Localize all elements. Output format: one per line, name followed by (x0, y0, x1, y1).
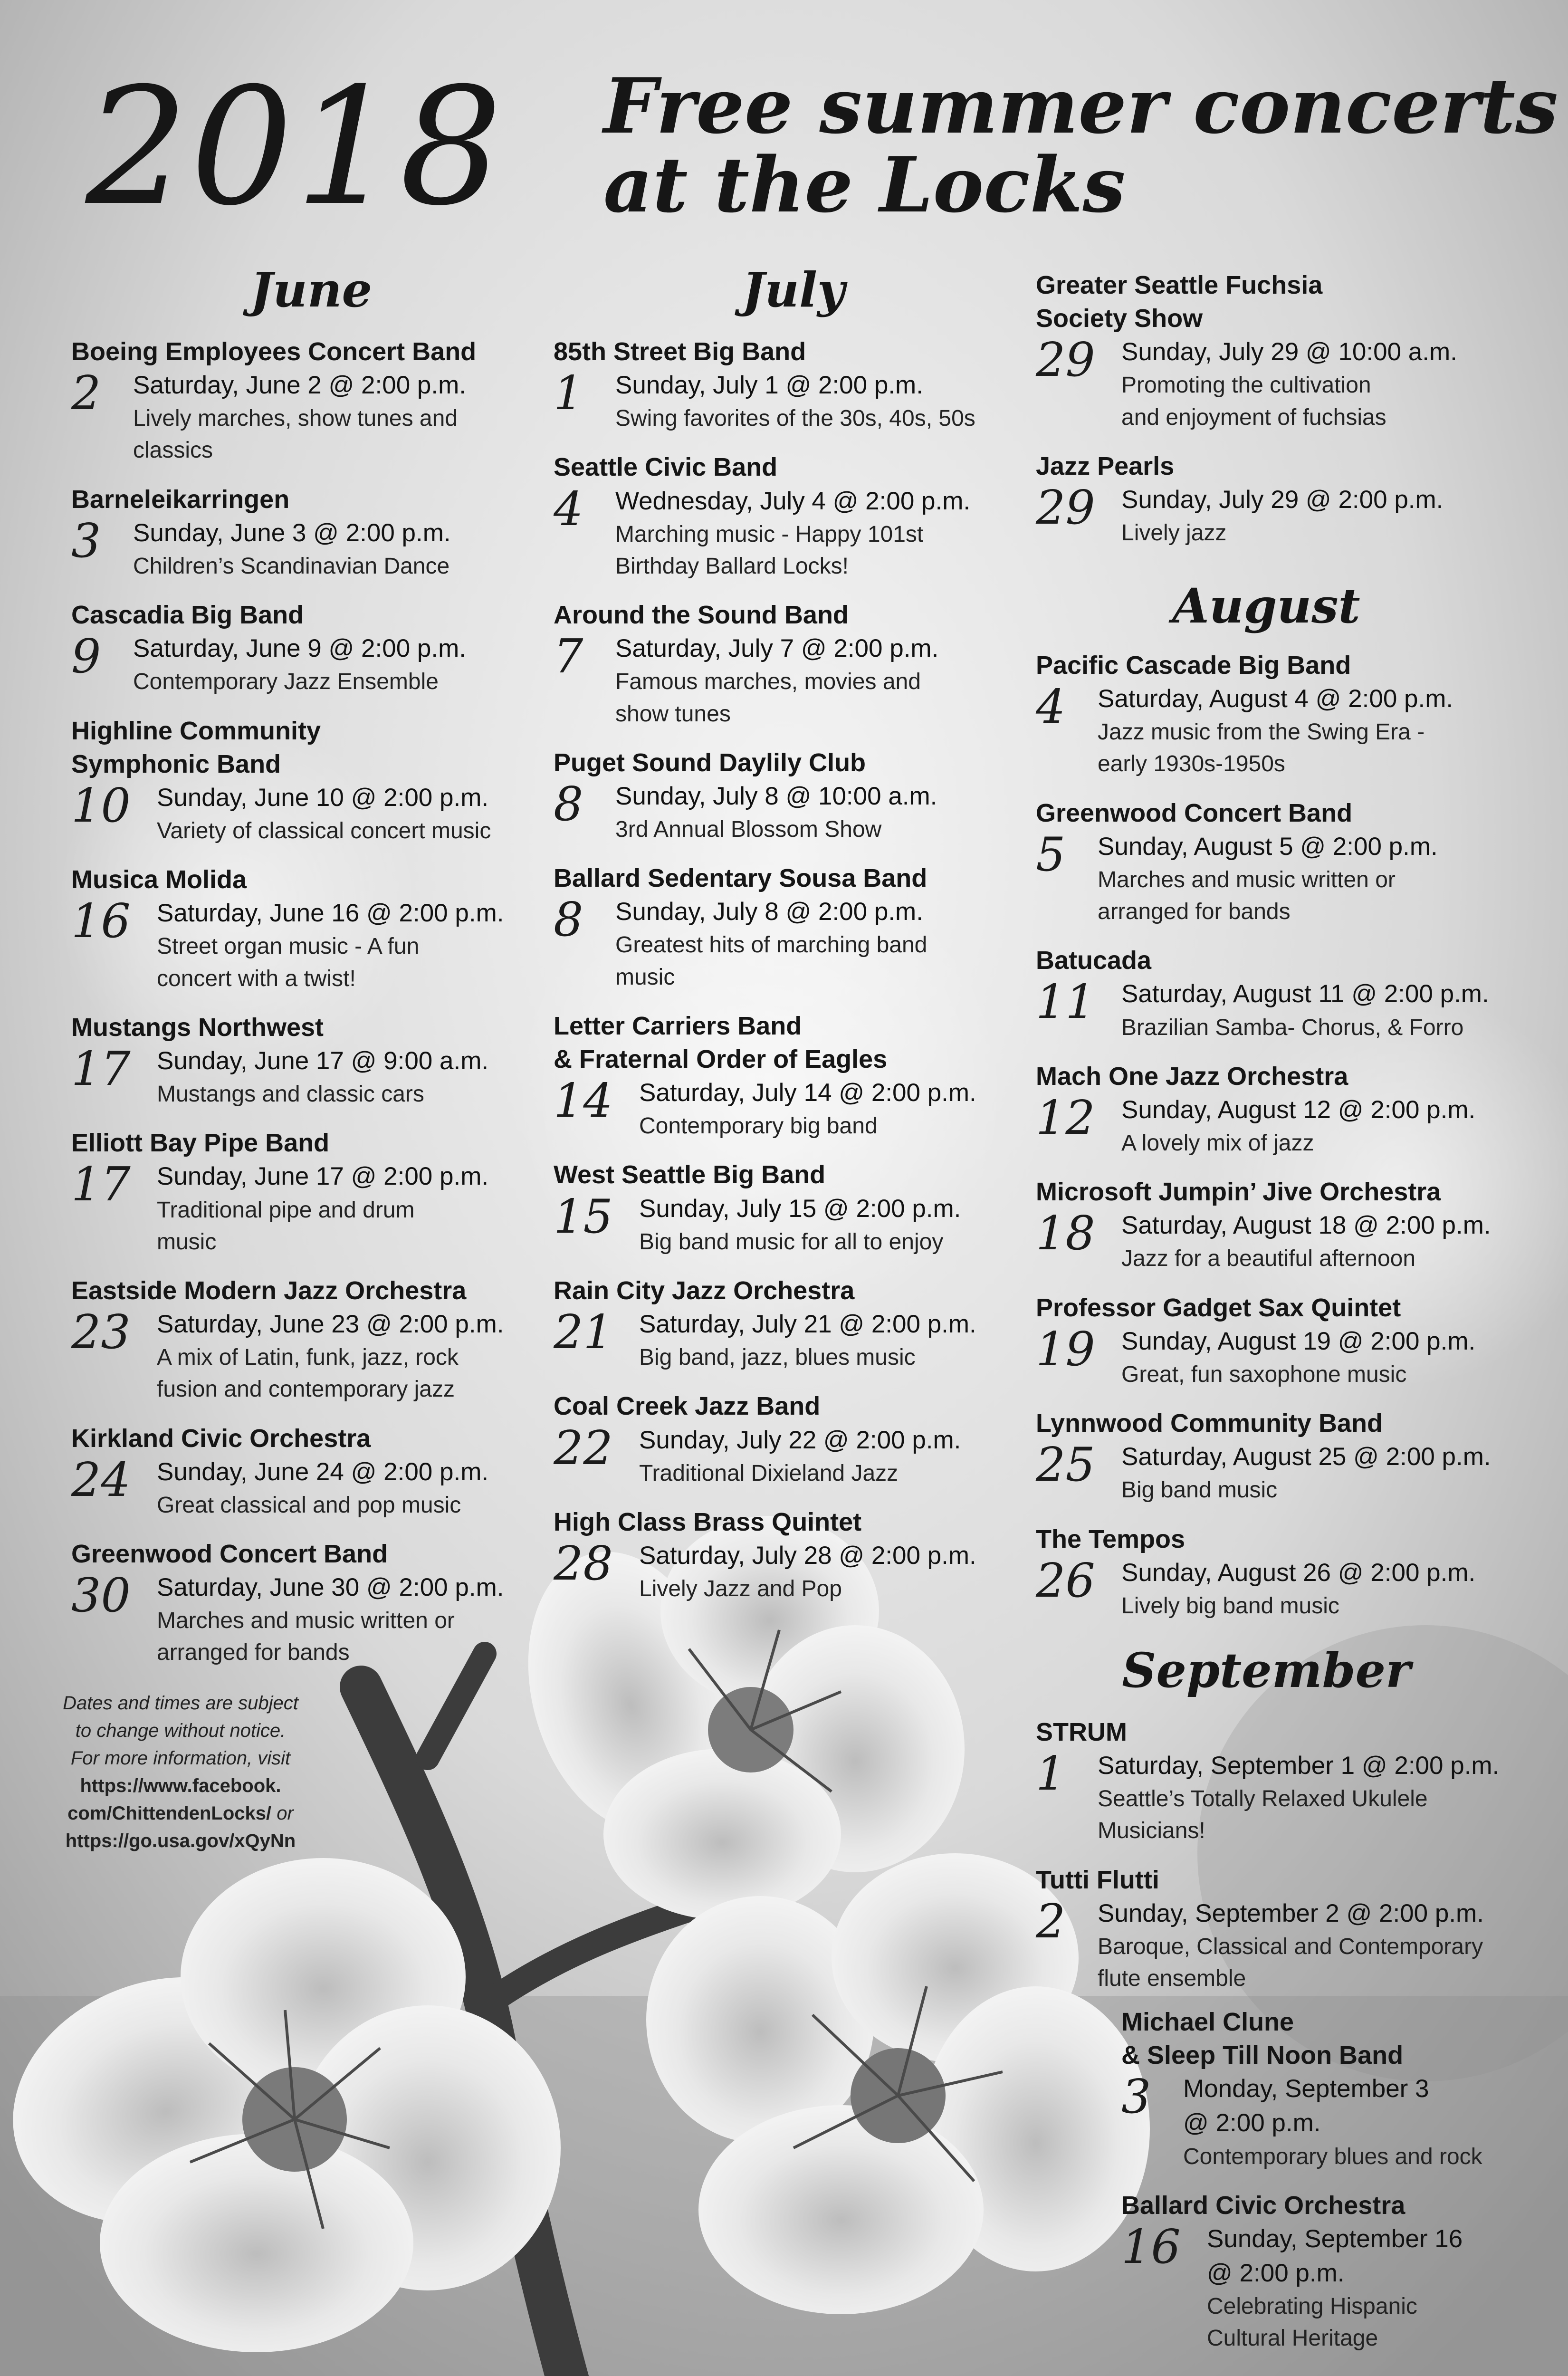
concert-details (1036, 1324, 1549, 1390)
note-or: or (271, 1803, 294, 1824)
date-time: Saturday, July 14 @ 2:00 p.m. (639, 1079, 976, 1107)
description: Variety of classical concert music (157, 818, 491, 843)
description: Promoting the cultivation and enjoyment of fuchsias (1121, 373, 1386, 430)
description: Lively jazz (1121, 520, 1227, 546)
concert-text (1098, 1897, 1484, 1994)
day-number: 17 (71, 1158, 131, 1212)
concert-entry (71, 1011, 551, 1110)
title-line-1: Free summer concerts (603, 61, 1558, 151)
date-time: Sunday, June 24 @ 2:00 p.m. (157, 1457, 489, 1486)
concert-text (157, 1159, 488, 1257)
concert-entry (1121, 2189, 1549, 2355)
day-number: 24 (71, 1453, 131, 1507)
concert-entry (71, 1537, 551, 1669)
day-number: 8 (554, 893, 583, 948)
concert-text (639, 1423, 961, 1489)
date-time: Sunday, June 3 @ 2:00 p.m. (133, 518, 451, 547)
date-time: Sunday, June 17 @ 2:00 p.m. (157, 1162, 489, 1191)
date-time: Sunday, July 8 @ 10:00 a.m. (615, 782, 937, 810)
concert-text (1121, 483, 1443, 549)
performer-name: Barneleikarringen (71, 485, 290, 514)
date-time: Sunday, August 5 @ 2:00 p.m. (1098, 832, 1438, 861)
day-number: 11 (1036, 975, 1095, 1030)
concert-details (554, 1307, 1033, 1373)
performer-name: Boeing Employees Concert Band (71, 337, 477, 366)
performer-name: West Seattle Big Band (554, 1160, 826, 1189)
description: A mix of Latin, funk, jazz, rock fusion and contemporary jazz (157, 1345, 459, 1402)
description: A lovely mix of jazz (1121, 1131, 1314, 1156)
poster-title (603, 61, 1558, 230)
concert-text (615, 368, 975, 434)
day-number: 14 (554, 1074, 613, 1129)
month-july: July (742, 262, 845, 318)
date-time: Saturday, June 30 @ 2:00 p.m. (157, 1573, 504, 1602)
day-number: 18 (1036, 1207, 1095, 1261)
performer-name: Professor Gadget Sax Quintet (1036, 1293, 1401, 1322)
concert-details (71, 1307, 551, 1405)
description: Great, fun saxophone music (1121, 1361, 1407, 1387)
concert-entry (554, 450, 1033, 582)
performer-name: The Tempos (1036, 1524, 1186, 1553)
date-time: Saturday, August 18 @ 2:00 p.m. (1121, 1211, 1491, 1240)
july-continued-events (1036, 268, 1549, 565)
concert-text (133, 368, 466, 466)
performer-name: Puget Sound Daylily Club (554, 748, 866, 777)
concert-text (639, 1192, 961, 1258)
performer-name: Greenwood Concert Band (1036, 798, 1353, 827)
concert-text (157, 1307, 504, 1405)
day-number: 29 (1036, 481, 1095, 536)
description: Big band music for all to enjoy (639, 1229, 944, 1255)
concert-text (1121, 1093, 1475, 1159)
concert-details (1036, 1208, 1549, 1274)
september-continued-events (1121, 2005, 1549, 2370)
day-number: 4 (554, 482, 583, 537)
usa-gov-link[interactable]: https://go.usa.gov/xQyNn (65, 1830, 296, 1851)
concert-text (1121, 1440, 1491, 1506)
performer-name: Batucada (1036, 946, 1152, 975)
concert-details (554, 1189, 1033, 1258)
concert-details (1036, 1093, 1549, 1159)
concert-text (615, 632, 938, 729)
date-time: Saturday, June 16 @ 2:00 p.m. (157, 899, 504, 928)
description: Lively Jazz and Pop (639, 1576, 842, 1602)
performer-name: Jazz Pearls (1036, 451, 1175, 480)
concert-details (554, 895, 1033, 993)
date-time: Saturday, June 23 @ 2:00 p.m. (157, 1310, 504, 1339)
concert-text (1207, 2222, 1463, 2355)
concert-details (71, 1044, 551, 1110)
performer-name: Eastside Modern Jazz Orchestra (71, 1276, 467, 1305)
day-number: 1 (1036, 1747, 1066, 1801)
concert-details (1036, 827, 1549, 928)
concert-text (1121, 1556, 1475, 1622)
day-number: 3 (71, 514, 101, 568)
description: Contemporary big band (639, 1113, 878, 1139)
date-time: Monday, September 3 @ 2:00 p.m. (1183, 2075, 1429, 2137)
concert-text (1098, 830, 1438, 928)
concert-details (554, 368, 1033, 434)
concert-entry (71, 483, 551, 582)
concert-entry (1036, 1291, 1549, 1390)
concert-entry (1036, 1863, 1549, 1995)
concert-text (1121, 977, 1489, 1043)
concert-details (71, 1455, 551, 1521)
description: Lively marches, show tunes and classics (133, 406, 458, 463)
day-number: 16 (71, 894, 131, 949)
description: Marches and music written or arranged for bands (1098, 867, 1396, 925)
concert-entry (1036, 268, 1549, 433)
concert-entry (1036, 1715, 1549, 1847)
description: Street organ music - A fun concert with a twist! (157, 934, 420, 991)
description: Brazilian Samba- Chorus, & Forro (1121, 1015, 1464, 1040)
year-heading: 2018 (86, 53, 505, 241)
concert-details (554, 1076, 1033, 1142)
date-time: Sunday, July 29 @ 10:00 a.m. (1121, 338, 1457, 366)
performer-name: Kirkland Civic Orchestra (71, 1424, 371, 1453)
concert-details (554, 779, 1033, 845)
date-time: Saturday, June 9 @ 2:00 p.m. (133, 634, 466, 663)
concert-details (554, 1539, 1033, 1605)
concert-entry (1036, 944, 1549, 1043)
concert-entry (71, 1274, 551, 1406)
day-number: 21 (554, 1305, 613, 1360)
date-time: Sunday, August 26 @ 2:00 p.m. (1121, 1558, 1476, 1587)
date-time: Saturday, September 1 @ 2:00 p.m. (1098, 1752, 1500, 1780)
day-number: 9 (71, 630, 101, 684)
concert-entry (1036, 450, 1549, 549)
performer-name: Greater Seattle Fuchsia Society Show (1036, 271, 1323, 333)
description: Lively big band music (1121, 1593, 1339, 1619)
concert-text (157, 781, 491, 847)
date-time: Sunday, July 8 @ 2:00 p.m. (615, 898, 923, 926)
description: Jazz music from the Swing Era - early 1930s-1950s (1098, 719, 1425, 777)
date-time: Saturday, August 4 @ 2:00 p.m. (1098, 685, 1453, 713)
concert-entry (71, 598, 551, 698)
day-number: 28 (554, 1537, 613, 1591)
concert-entry (1036, 1407, 1549, 1506)
performer-name: Around the Sound Band (554, 601, 849, 630)
date-time: Saturday, July 21 @ 2:00 p.m. (639, 1310, 976, 1339)
concert-entry (554, 1274, 1033, 1373)
description: 3rd Annual Blossom Show (615, 817, 882, 842)
concert-text (639, 1307, 976, 1373)
description: Great classical and pop music (157, 1492, 461, 1518)
concert-entry (1121, 2005, 1549, 2173)
performer-name: Highline Community Symphonic Band (71, 716, 321, 778)
day-number: 19 (1036, 1322, 1095, 1377)
day-number: 5 (1036, 827, 1066, 882)
concert-entry (554, 335, 1033, 434)
description: Marches and music written or arranged for bands (157, 1608, 455, 1666)
date-time: Saturday, August 25 @ 2:00 p.m. (1121, 1443, 1491, 1471)
concert-text (639, 1076, 976, 1142)
concert-text (133, 632, 466, 698)
performer-name: Elliott Bay Pipe Band (71, 1129, 330, 1158)
concert-entry (1036, 796, 1549, 928)
description: Celebrating Hispanic Cultural Heritage (1207, 2294, 1417, 2351)
performer-name: Musica Molida (71, 865, 247, 894)
description: Big band music (1121, 1477, 1278, 1503)
concert-details (554, 1423, 1033, 1489)
concert-details (71, 368, 551, 466)
concert-details (71, 1571, 551, 1668)
day-number: 2 (71, 366, 101, 421)
concert-entry (554, 1505, 1033, 1605)
date-time: Sunday, July 29 @ 2:00 p.m. (1121, 486, 1444, 514)
description: Baroque, Classical and Contemporary flute ensemble (1098, 1934, 1483, 1992)
concert-text (157, 1044, 488, 1110)
day-number: 3 (1121, 2070, 1151, 2125)
performer-name: STRUM (1036, 1718, 1127, 1746)
performer-name: Coal Creek Jazz Band (554, 1392, 821, 1421)
date-time: Sunday, August 19 @ 2:00 p.m. (1121, 1327, 1476, 1355)
description: Seattle’s Totally Relaxed Ukulele Musicians! (1098, 1786, 1428, 1844)
day-number: 29 (1036, 333, 1095, 388)
performer-name: Lynnwood Community Band (1036, 1409, 1383, 1438)
concert-entry (1036, 1175, 1549, 1274)
performer-name: Rain City Jazz Orchestra (554, 1276, 855, 1305)
concert-text (157, 1455, 488, 1521)
performer-name: Ballard Civic Orchestra (1121, 2191, 1405, 2220)
month-june: June (250, 262, 373, 318)
performer-name: Mustangs Northwest (71, 1013, 324, 1042)
concert-entry (1036, 649, 1549, 780)
month-august: August (1172, 578, 1360, 634)
concert-details (1036, 1749, 1549, 1847)
facebook-link-part-2[interactable]: com/ChittendenLocks/ (67, 1803, 272, 1824)
date-time: Sunday, June 10 @ 2:00 p.m. (157, 783, 489, 812)
august-events (1036, 649, 1549, 1638)
day-number: 15 (554, 1189, 613, 1244)
description: Traditional Dixieland Jazz (639, 1460, 899, 1486)
note-line-1: Dates and times are subject (63, 1693, 298, 1714)
concert-text (1121, 335, 1457, 433)
performer-name: Letter Carriers Band & Fraternal Order of Eagles (554, 1011, 888, 1074)
concert-details (1036, 483, 1549, 549)
concert-entry (1036, 1523, 1549, 1622)
day-number: 7 (554, 630, 583, 684)
concert-entry (554, 1009, 1033, 1142)
description: Jazz for a beautiful afternoon (1121, 1246, 1416, 1272)
description: Big band, jazz, blues music (639, 1345, 916, 1370)
day-number: 12 (1036, 1091, 1095, 1145)
performer-name: Seattle Civic Band (554, 453, 778, 482)
performer-name: 85th Street Big Band (554, 337, 806, 366)
day-number: 16 (1121, 2220, 1181, 2274)
concert-entry (1036, 1060, 1549, 1159)
concert-text (157, 896, 504, 994)
concert-entry (554, 1158, 1033, 1257)
concert-text (1121, 1324, 1475, 1390)
day-number: 22 (554, 1421, 613, 1475)
description: Contemporary blues and rock (1183, 2144, 1482, 2169)
day-number: 30 (71, 1569, 131, 1623)
day-number: 26 (1036, 1553, 1095, 1608)
concert-details (71, 632, 551, 698)
performer-name: Pacific Cascade Big Band (1036, 651, 1351, 680)
performer-name: Tutti Flutti (1036, 1865, 1159, 1894)
description: Swing favorites of the 30s, 40s, 50s (615, 406, 975, 431)
concert-details (71, 896, 551, 994)
concert-details (1036, 1440, 1549, 1506)
concert-entry (554, 862, 1033, 993)
description: Famous marches, movies and show tunes (615, 669, 921, 727)
performer-name: Cascadia Big Band (71, 601, 304, 630)
day-number: 8 (554, 777, 583, 832)
facebook-link-part-1[interactable]: https://www.facebook. (80, 1775, 281, 1796)
concert-text (615, 895, 927, 993)
concert-entry (554, 1389, 1033, 1489)
performer-name: Mach One Jazz Orchestra (1036, 1062, 1348, 1091)
performer-name: High Class Brass Quintet (554, 1507, 862, 1536)
date-time: Saturday, June 2 @ 2:00 p.m. (133, 371, 466, 400)
disclaimer-note (29, 1689, 333, 1855)
month-september: September (1122, 1642, 1411, 1698)
concert-entry (71, 863, 551, 995)
concert-text (1098, 682, 1453, 780)
day-number: 23 (71, 1305, 131, 1360)
day-number: 10 (71, 778, 131, 833)
concert-details (1036, 335, 1549, 433)
july-events (554, 335, 1033, 1621)
day-number: 4 (1036, 680, 1066, 735)
concert-entry (71, 1126, 551, 1258)
note-line-2: to change without notice. (75, 1720, 286, 1741)
concert-text (157, 1571, 504, 1668)
concert-details (554, 484, 1033, 582)
concert-details (71, 516, 551, 582)
date-time: Sunday, June 17 @ 9:00 a.m. (157, 1047, 489, 1075)
concert-details (71, 778, 551, 847)
concert-details (1036, 682, 1549, 780)
concert-entry (71, 1422, 551, 1521)
concert-details (1121, 2222, 1549, 2355)
performer-name: Ballard Sedentary Sousa Band (554, 864, 927, 893)
date-time: Sunday, September 16 @ 2:00 p.m. (1207, 2224, 1463, 2287)
concert-text (1121, 1208, 1491, 1274)
date-time: Sunday, July 1 @ 2:00 p.m. (615, 371, 923, 400)
day-number: 17 (71, 1042, 131, 1097)
concert-text (615, 779, 937, 845)
date-time: Sunday, July 15 @ 2:00 p.m. (639, 1194, 961, 1223)
date-time: Wednesday, July 4 @ 2:00 p.m. (615, 487, 971, 515)
concert-text (615, 484, 970, 582)
date-time: Saturday, August 11 @ 2:00 p.m. (1121, 980, 1489, 1008)
day-number: 1 (554, 366, 583, 421)
concert-entry (554, 746, 1033, 845)
date-time: Sunday, August 12 @ 2:00 p.m. (1121, 1095, 1476, 1124)
concert-entry (71, 335, 551, 467)
description: Marching music - Happy 101st Birthday Ballard Locks! (615, 521, 924, 579)
concert-details (71, 1159, 551, 1257)
concert-text (1098, 1749, 1499, 1847)
performer-name: Michael Clune & Sleep Till Noon Band (1121, 2008, 1404, 2070)
date-time: Sunday, July 22 @ 2:00 p.m. (639, 1426, 961, 1454)
title-line-2: at the Locks (603, 140, 1126, 230)
concert-details (1036, 977, 1549, 1043)
september-events (1036, 1715, 1549, 2011)
concert-details (1036, 1894, 1549, 1994)
date-time: Sunday, September 2 @ 2:00 p.m. (1098, 1899, 1484, 1927)
concert-entry (71, 714, 551, 847)
day-number: 25 (1036, 1438, 1095, 1493)
concert-details (1121, 2072, 1549, 2172)
day-number: 2 (1036, 1894, 1066, 1949)
concert-details (1036, 1553, 1549, 1622)
performer-name: Microsoft Jumpin’ Jive Orchestra (1036, 1178, 1441, 1207)
concert-text (1183, 2072, 1482, 2172)
note-line-3: For more information, visit (70, 1748, 291, 1769)
june-events (71, 335, 551, 1685)
concert-text (639, 1539, 976, 1605)
description: Mustangs and classic cars (157, 1082, 424, 1107)
concert-entry (554, 598, 1033, 730)
concert-details (554, 632, 1033, 729)
description: Contemporary Jazz Ensemble (133, 669, 439, 695)
concert-text (133, 516, 451, 582)
description: Traditional pipe and drum music (157, 1197, 415, 1255)
date-time: Saturday, July 28 @ 2:00 p.m. (639, 1542, 976, 1570)
performer-name: Greenwood Concert Band (71, 1540, 388, 1569)
description: Greatest hits of marching band music (615, 932, 927, 990)
date-time: Saturday, July 7 @ 2:00 p.m. (615, 634, 939, 663)
description: Children’s Scandinavian Dance (133, 553, 450, 579)
